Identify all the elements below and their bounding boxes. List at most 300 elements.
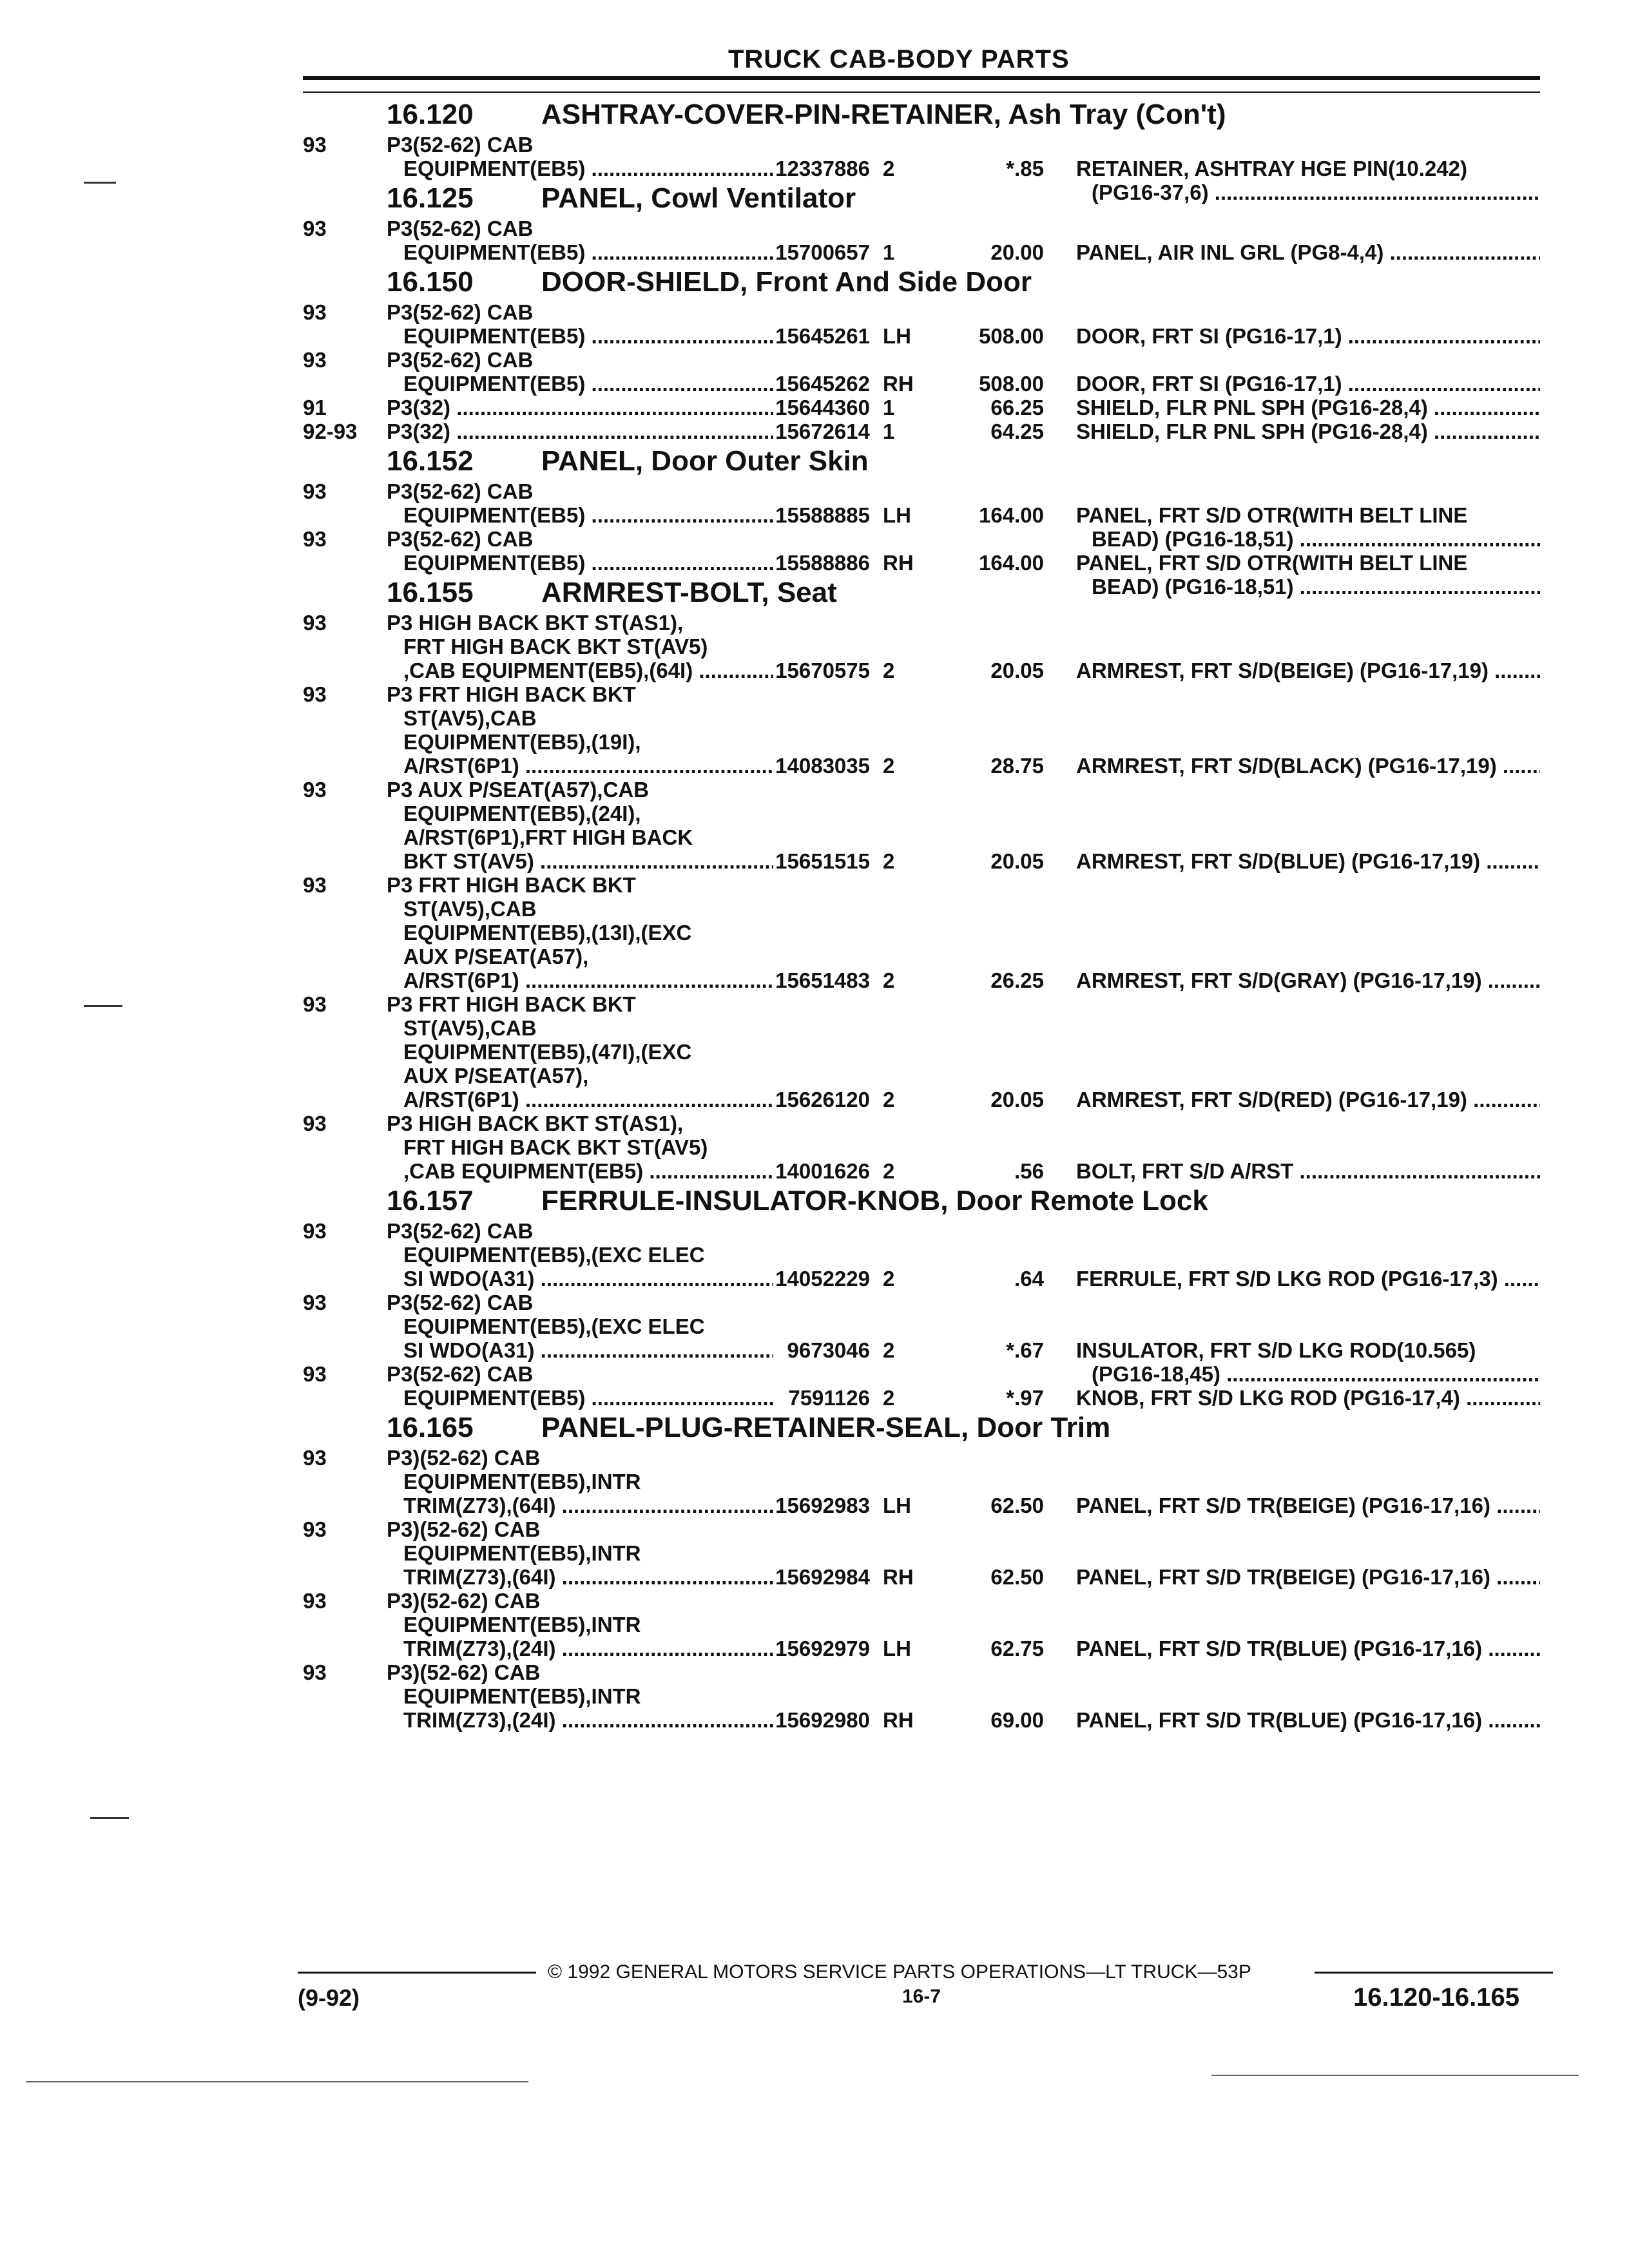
usage-line: [387, 1386, 773, 1410]
price: *.67: [1006, 1338, 1044, 1362]
price: 64.25: [990, 419, 1044, 443]
leader-dots: [1490, 1494, 1540, 1517]
usage-line: [387, 419, 773, 443]
leader-dots: [519, 968, 773, 992]
usage-text: EQUIPMENT(EB5): [403, 240, 586, 264]
part-name: [1076, 1267, 1540, 1291]
section-number: 16.120: [387, 99, 474, 130]
usage-text: EQUIPMENT(EB5),(13I),(EXC: [403, 921, 692, 945]
leader-dots: [534, 849, 773, 873]
usage-line: [387, 1159, 773, 1183]
part-name: [1076, 849, 1540, 873]
part-name-line: [1076, 849, 1540, 873]
usage-text: P3(52-62) CAB: [387, 300, 534, 324]
part-name-text: (PG16-37,6): [1092, 180, 1209, 204]
usage-text: P3)(52-62) CAB: [387, 1517, 541, 1541]
part-name-text: PANEL, FRT S/D TR(BLUE) (PG16-17,16): [1076, 1708, 1483, 1732]
usage-text: FRT HIGH BACK BKT ST(AV5): [403, 635, 708, 658]
price: 164.00: [979, 551, 1044, 575]
usage-line: [387, 1219, 773, 1243]
usage-line: [387, 1040, 773, 1064]
usage-description: [387, 1219, 773, 1291]
usage-line: [387, 157, 773, 180]
price: 26.25: [990, 968, 1044, 992]
price: .64: [1014, 1267, 1044, 1291]
usage-line: [387, 1708, 773, 1732]
part-name-line: [1076, 1088, 1540, 1111]
usage-line: [387, 240, 773, 264]
leader-dots: [1482, 1708, 1540, 1732]
part-number: 9673046: [787, 1338, 870, 1362]
part-name-line: [1076, 968, 1540, 992]
usage-description: [387, 992, 773, 1111]
usage-line: [387, 1660, 773, 1684]
model-year: 93: [303, 1660, 327, 1684]
section-heading: [303, 1410, 1540, 1446]
usage-text: EQUIPMENT(EB5),INTR: [403, 1541, 641, 1565]
usage-description: [387, 1362, 773, 1410]
part-name: [1076, 240, 1540, 264]
part-name: [1076, 1708, 1540, 1732]
usage-text: ST(AV5),CAB: [403, 1016, 537, 1040]
usage-line: [387, 1362, 773, 1386]
part-name-line: [1076, 1565, 1540, 1589]
section-heading: [303, 264, 1540, 300]
model-year: 93: [303, 1589, 327, 1613]
part-name-text: ARMREST, FRT S/D(BLACK) (PG16-17,19): [1076, 754, 1497, 778]
usage-line: [387, 1267, 773, 1291]
usage-line: [387, 1517, 773, 1541]
usage-line: [387, 1338, 773, 1362]
part-name-text: BEAD) (PG16-18,51): [1092, 527, 1294, 551]
usage-line: [387, 897, 773, 921]
part-entry: [303, 1589, 1540, 1660]
part-entry: [303, 216, 1540, 264]
part-name-line: [1076, 1494, 1540, 1517]
usage-description: [387, 133, 773, 180]
usage-text: TRIM(Z73),(24I): [403, 1708, 556, 1732]
usage-description: [387, 611, 773, 682]
usage-text: P3 FRT HIGH BACK BKT: [387, 682, 636, 706]
section-heading: [303, 1183, 1540, 1219]
usage-text: TRIM(Z73),(64I): [403, 1494, 556, 1517]
section-number: 16.165: [387, 1412, 474, 1443]
model-year: 93: [303, 1362, 327, 1386]
model-year: 93: [303, 133, 327, 157]
part-entry: [303, 348, 1540, 396]
model-year: 93: [303, 778, 327, 802]
model-year: 93: [303, 300, 327, 324]
usage-text: EQUIPMENT(EB5): [403, 551, 586, 575]
price: *.97: [1006, 1386, 1044, 1410]
part-name-line: [1076, 551, 1540, 575]
part-name: [1076, 396, 1540, 419]
model-year: 93: [303, 1291, 327, 1314]
usage-description: [387, 348, 773, 396]
footer-section-range: 16.120-16.165: [1353, 1983, 1520, 2012]
leader-dots: [519, 1088, 773, 1111]
part-entry: [303, 300, 1540, 348]
usage-line: [387, 372, 773, 396]
part-name-text: BEAD) (PG16-18,51): [1092, 575, 1294, 599]
part-number: 15692979: [775, 1637, 870, 1660]
usage-text: EQUIPMENT(EB5): [403, 324, 586, 348]
model-year: 92-93: [303, 419, 358, 443]
leader-dots: [1482, 968, 1540, 992]
footer-copyright: © 1992 GENERAL MOTORS SERVICE PARTS OPERATIONS—LT TRUCK—53P: [548, 1961, 1251, 1983]
usage-text: A/RST(6P1),FRT HIGH BACK: [403, 825, 693, 849]
leader-dots: [585, 157, 773, 180]
part-entry: [303, 1291, 1540, 1386]
usage-description: [387, 419, 773, 443]
header-rule: [303, 76, 1540, 80]
part-entry: [303, 1111, 1540, 1183]
usage-line: [387, 1446, 773, 1470]
usage-line: [387, 921, 773, 945]
usage-description: [387, 300, 773, 348]
leader-dots: [585, 503, 773, 527]
price: 62.50: [990, 1494, 1044, 1517]
usage-line: [387, 1135, 773, 1159]
part-entry: [303, 1660, 1540, 1732]
part-entry: [303, 419, 1540, 443]
price: 20.00: [990, 240, 1044, 264]
section-title: PANEL, Door Outer Skin: [541, 445, 869, 477]
leader-dots: [519, 754, 773, 778]
part-name-text: ARMREST, FRT S/D(GRAY) (PG16-17,19): [1076, 968, 1482, 992]
usage-description: [387, 1111, 773, 1183]
part-number: 15588886: [775, 551, 870, 575]
quantity: 2: [883, 849, 895, 873]
usage-line: [387, 611, 773, 635]
usage-text: A/RST(6P1): [403, 1088, 519, 1111]
part-number: 14083035: [775, 754, 870, 778]
page-title: TRUCK CAB-BODY PARTS: [728, 45, 1070, 73]
section-heading: [303, 180, 1540, 216]
usage-description: [387, 1446, 773, 1517]
part-name: [1076, 1159, 1540, 1183]
quantity: 2: [883, 157, 895, 180]
usage-line: [387, 873, 773, 897]
part-number: 7591126: [788, 1386, 870, 1410]
usage-line: [387, 551, 773, 575]
usage-line: [387, 1064, 773, 1088]
price: 20.05: [990, 849, 1044, 873]
leader-dots: [1467, 1088, 1540, 1111]
part-name-line: [1076, 419, 1540, 443]
leader-dots: [450, 419, 773, 443]
part-name: [1076, 1565, 1540, 1589]
model-year: 93: [303, 216, 327, 240]
usage-text: P3(52-62) CAB: [387, 1219, 534, 1243]
usage-description: [387, 1517, 773, 1589]
part-name: [1076, 372, 1540, 396]
usage-text: EQUIPMENT(EB5),(19I),: [403, 730, 641, 754]
leader-dots: [556, 1708, 773, 1732]
usage-text: EQUIPMENT(EB5),(47I),(EXC: [403, 1040, 692, 1064]
leader-dots: [450, 396, 773, 419]
part-name-text: PANEL, FRT S/D OTR(WITH BELT LINE: [1076, 551, 1468, 575]
usage-line: [387, 1088, 773, 1111]
part-number: 14052229: [775, 1267, 870, 1291]
part-name-text: ARMREST, FRT S/D(BLUE) (PG16-17,19): [1076, 849, 1481, 873]
quantity: RH: [883, 1565, 914, 1589]
quantity: RH: [883, 372, 914, 396]
leader-dots: [556, 1494, 773, 1517]
usage-line: [387, 1637, 773, 1660]
part-name-text: DOOR, FRT SI (PG16-17,1): [1076, 372, 1342, 396]
section-title: PANEL-PLUG-RETAINER-SEAL, Door Trim: [541, 1412, 1111, 1443]
part-name-line: [1076, 1338, 1540, 1362]
usage-text: P3(32): [387, 396, 451, 419]
quantity: LH: [883, 1637, 911, 1660]
part-name: [1076, 1637, 1540, 1660]
usage-description: [387, 527, 773, 575]
usage-line: [387, 1243, 773, 1267]
usage-line: [387, 503, 773, 527]
part-number: 15692980: [775, 1708, 870, 1732]
part-name-line: [1076, 324, 1540, 348]
usage-text: P3(52-62) CAB: [387, 527, 534, 551]
leader-dots: [1480, 849, 1540, 873]
model-year: 93: [303, 992, 327, 1016]
leader-dots: [1489, 658, 1540, 682]
price: 62.50: [990, 1565, 1044, 1589]
usage-text: A/RST(6P1): [403, 754, 519, 778]
quantity: RH: [883, 1708, 914, 1732]
leader-dots: [1293, 1159, 1540, 1183]
quantity: 2: [883, 1267, 895, 1291]
leader-dots: [535, 1267, 773, 1291]
leader-dots: [1342, 324, 1540, 348]
usage-line: [387, 1111, 773, 1135]
usage-text: EQUIPMENT(EB5): [403, 157, 586, 180]
part-entry: [303, 682, 1540, 778]
usage-line: [387, 945, 773, 968]
part-number: 15651483: [775, 968, 870, 992]
model-year: 93: [303, 348, 327, 372]
usage-line: [387, 706, 773, 730]
part-name: [1076, 1088, 1540, 1111]
part-entry: [303, 396, 1540, 419]
usage-line: [387, 730, 773, 754]
usage-description: [387, 1660, 773, 1732]
part-entry: [303, 479, 1540, 551]
usage-line: [387, 849, 773, 873]
part-entry: [303, 1219, 1540, 1291]
section-number: 16.150: [387, 266, 474, 298]
part-name-line: [1076, 157, 1540, 180]
footer-page-number: 16-7: [902, 1986, 941, 2007]
model-year: 93: [303, 611, 327, 635]
usage-text: ST(AV5),CAB: [403, 706, 537, 730]
part-name-text: ARMREST, FRT S/D(BEIGE) (PG16-17,19): [1076, 658, 1489, 682]
usage-line: [387, 396, 773, 419]
usage-text: AUX P/SEAT(A57),: [403, 1064, 589, 1088]
quantity: 1: [883, 396, 895, 419]
part-number: 15700657: [775, 240, 870, 264]
binder-mark: [84, 182, 116, 184]
quantity: LH: [883, 503, 911, 527]
section-number: 16.157: [387, 1185, 474, 1216]
section-heading: [303, 97, 1540, 133]
page-bottom-rule-right: [1211, 2075, 1579, 2076]
part-name-text: (PG16-18,45): [1092, 1362, 1220, 1386]
leader-dots: [1460, 1386, 1540, 1410]
usage-line: [387, 348, 773, 372]
usage-line: [387, 1494, 773, 1517]
usage-text: P3)(52-62) CAB: [387, 1446, 541, 1470]
page-bottom-rule-left: [26, 2081, 528, 2082]
model-year: 93: [303, 1219, 327, 1243]
usage-description: [387, 479, 773, 527]
usage-line: [387, 682, 773, 706]
price: 28.75: [990, 754, 1044, 778]
parts-list: [303, 97, 1540, 1732]
footer-rule-left: [298, 1972, 536, 1974]
leader-dots: [585, 1386, 773, 1410]
price: *.85: [1006, 157, 1044, 180]
part-number: 15645261: [775, 324, 870, 348]
usage-text: P3(32): [387, 419, 451, 443]
usage-line: [387, 527, 773, 551]
model-year: 93: [303, 682, 327, 706]
usage-text: EQUIPMENT(EB5),(EXC ELEC: [403, 1314, 705, 1338]
leader-dots: [1482, 1637, 1540, 1660]
part-name: [1076, 1494, 1540, 1517]
part-name-text: KNOB, FRT S/D LKG ROD (PG16-17,4): [1076, 1386, 1460, 1410]
usage-text: P3 FRT HIGH BACK BKT: [387, 873, 636, 897]
quantity: 2: [883, 1159, 895, 1183]
quantity: 2: [883, 658, 895, 682]
usage-text: EQUIPMENT(EB5),(24I),: [403, 802, 641, 825]
usage-line: [387, 1291, 773, 1314]
usage-description: [387, 682, 773, 778]
usage-text: P3 FRT HIGH BACK BKT: [387, 992, 636, 1016]
usage-line: [387, 1541, 773, 1565]
usage-line: [387, 778, 773, 802]
price: 66.25: [990, 396, 1044, 419]
part-name-text: BOLT, FRT S/D A/RST: [1076, 1159, 1294, 1183]
usage-text: TRIM(Z73),(24I): [403, 1637, 556, 1660]
price: 164.00: [979, 503, 1044, 527]
leader-dots: [1490, 1565, 1540, 1589]
usage-line: [387, 992, 773, 1016]
usage-description: [387, 778, 773, 873]
part-number: 15670575: [775, 658, 870, 682]
usage-text: P3)(52-62) CAB: [387, 1660, 541, 1684]
usage-text: EQUIPMENT(EB5),INTR: [403, 1470, 641, 1494]
section-number: 16.125: [387, 182, 474, 214]
part-name-text: RETAINER, ASHTRAY HGE PIN(10.242): [1076, 157, 1467, 180]
part-entry: [303, 778, 1540, 873]
usage-line: [387, 802, 773, 825]
usage-line: [387, 1613, 773, 1637]
usage-line: [387, 825, 773, 849]
quantity: LH: [883, 324, 911, 348]
part-name-text: PANEL, AIR INL GRL (PG8-4,4): [1076, 240, 1384, 264]
leader-dots: [1342, 372, 1540, 396]
part-name-line: [1076, 240, 1540, 264]
quantity: 1: [883, 419, 895, 443]
usage-text: ,CAB EQUIPMENT(EB5): [403, 1159, 644, 1183]
part-entry: [303, 992, 1540, 1111]
part-name-text: PANEL, FRT S/D TR(BEIGE) (PG16-17,16): [1076, 1565, 1490, 1589]
usage-line: [387, 1314, 773, 1338]
usage-text: SI WDO(A31): [403, 1267, 535, 1291]
part-name-text: INSULATOR, FRT S/D LKG ROD(10.565): [1076, 1338, 1476, 1362]
usage-description: [387, 873, 773, 992]
leader-dots: [535, 1338, 773, 1362]
usage-text: P3(52-62) CAB: [387, 1362, 534, 1386]
section-number: 16.155: [387, 577, 474, 608]
quantity: 1: [883, 240, 895, 264]
part-name-line: [1076, 503, 1540, 527]
price: 69.00: [990, 1708, 1044, 1732]
part-name: [1076, 1386, 1540, 1410]
part-name-text: PANEL, FRT S/D TR(BLUE) (PG16-17,16): [1076, 1637, 1483, 1660]
part-name-text: SHIELD, FLR PNL SPH (PG16-28,4): [1076, 419, 1428, 443]
section-number: 16.152: [387, 445, 474, 477]
part-name-line: [1076, 658, 1540, 682]
usage-line: [387, 1684, 773, 1708]
leader-dots: [585, 372, 773, 396]
part-number: 15588885: [775, 503, 870, 527]
usage-line: [387, 1016, 773, 1040]
price: 20.05: [990, 658, 1044, 682]
part-name-line: [1076, 754, 1540, 778]
usage-text: AUX P/SEAT(A57),: [403, 945, 589, 968]
leader-dots: [1428, 396, 1540, 419]
part-number: 15651515: [775, 849, 870, 873]
usage-text: P3(52-62) CAB: [387, 479, 534, 503]
part-name-text: PANEL, FRT S/D OTR(WITH BELT LINE: [1076, 503, 1468, 527]
part-entry: [303, 1446, 1540, 1517]
usage-text: BKT ST(AV5): [403, 849, 534, 873]
usage-description: [387, 1291, 773, 1362]
part-number: 15672614: [775, 419, 870, 443]
usage-text: SI WDO(A31): [403, 1338, 535, 1362]
usage-text: P3 HIGH BACK BKT ST(AS1),: [387, 1111, 684, 1135]
usage-line: [387, 754, 773, 778]
part-number: 12337886: [775, 157, 870, 180]
usage-line: [387, 968, 773, 992]
part-name-line: [1076, 1267, 1540, 1291]
section-title: ASHTRAY-COVER-PIN-RETAINER, Ash Tray (Con't): [541, 99, 1226, 130]
usage-line: [387, 635, 773, 658]
part-number: 15692984: [775, 1565, 870, 1589]
usage-line: [387, 1589, 773, 1613]
binder-mark: [84, 1005, 122, 1007]
usage-line: [387, 324, 773, 348]
section-heading: [303, 575, 1540, 611]
section-title: FERRULE-INSULATOR-KNOB, Door Remote Lock: [541, 1185, 1208, 1216]
usage-description: [387, 216, 773, 264]
price: 508.00: [979, 372, 1044, 396]
usage-description: [387, 1589, 773, 1660]
usage-text: A/RST(6P1): [403, 968, 519, 992]
model-year: 93: [303, 1111, 327, 1135]
usage-text: P3(52-62) CAB: [387, 1291, 534, 1314]
part-number: 15692983: [775, 1494, 870, 1517]
part-name: [1076, 324, 1540, 348]
part-name-line: [1076, 1708, 1540, 1732]
model-year: 93: [303, 479, 327, 503]
price: 20.05: [990, 1088, 1044, 1111]
model-year: 93: [303, 527, 327, 551]
part-number: 15644360: [775, 396, 870, 419]
leader-dots: [1383, 240, 1540, 264]
